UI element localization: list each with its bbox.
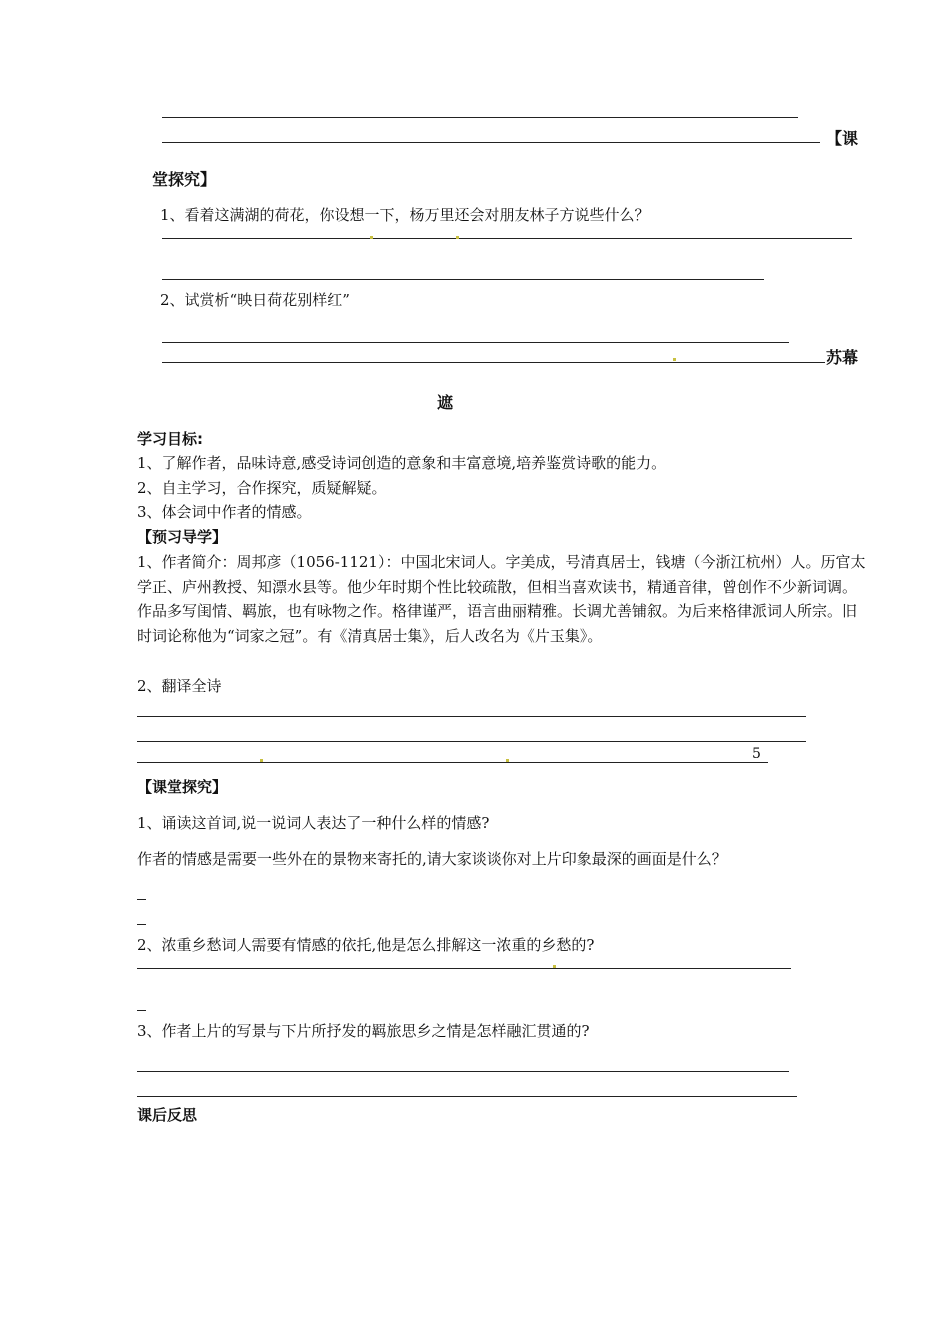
question-1: 1、看着这满湖的荷花，你设想一下，杨万里还会对朋友林子方说些什么？: [160, 206, 650, 224]
speck: [506, 759, 509, 762]
speck: [370, 236, 373, 239]
author-intro: 1、作者简介：周邦彦（1056-1121）：中国北宋词人。字美成，号清真居士，钱塘（今浙江杭州）人。历官太学正、庐州教授、知漂水县等。他少年时期个性比较疏散，但相当喜欢读书，精通音律，曾创作不少新词调。作品多写闺情、羁旅，也有咏物之作。格律谨严，语言曲丽精雅。长调尤善铺叙。为后来格律派词人所宗。旧时词论称他为“词家之冠”。有《清真居士集》，后人改名为《片玉集》。: [137, 553, 866, 645]
answer-line: [162, 279, 764, 280]
goal-item: 2、自主学习，合作探究，质疑解疑。: [137, 479, 387, 497]
speck: [456, 236, 459, 239]
question-2: 2、试赏析“映日荷花别样红”: [160, 291, 350, 309]
speck: [553, 965, 556, 968]
answer-line: [162, 362, 825, 363]
answer-line: [137, 716, 806, 717]
answer-line: [137, 762, 768, 763]
answer-stub: [137, 899, 146, 900]
reflection-heading: 课后反思: [137, 1106, 198, 1124]
section-heading-part2: 堂探究】: [152, 170, 217, 189]
section-heading-part1: 【课: [826, 129, 859, 148]
answer-line: [162, 342, 789, 343]
poem-title-part2: 遮: [437, 393, 454, 412]
answer-line: [162, 238, 852, 239]
page-number: 5: [752, 746, 761, 762]
translate-prompt: 2、翻译全诗: [137, 677, 222, 695]
answer-line: [162, 142, 820, 143]
speck: [260, 759, 263, 762]
goal-item: 1、了解作者，品味诗意,感受诗词创造的意象和丰富意境,培养鉴赏诗歌的能力。: [137, 454, 667, 472]
preview-heading: 【预习导学】: [137, 528, 228, 546]
goals-heading: 学习目标:: [137, 430, 203, 448]
answer-line: [137, 1096, 797, 1097]
answer-stub: [137, 924, 146, 925]
answer-stub: [137, 1010, 146, 1011]
answer-line: [162, 117, 798, 118]
inquiry-question-2: 2、浓重乡愁词人需要有情感的依托,他是怎么排解这一浓重的乡愁的?: [137, 936, 595, 954]
inquiry-question-1b: 作者的情感是需要一些外在的景物来寄托的,请大家谈谈你对上片印象最深的画面是什么？: [137, 850, 727, 868]
inquiry-question-1: 1、诵读这首词,说一说词人表达了一种什么样的情感?: [137, 814, 490, 832]
inquiry-heading: 【课堂探究】: [137, 778, 228, 796]
speck: [673, 358, 676, 361]
goal-item: 3、体会词中作者的情感。: [137, 503, 312, 521]
answer-line: [137, 741, 806, 742]
inquiry-question-3: 3、作者上片的写景与下片所抒发的羁旅思乡之情是怎样融汇贯通的?: [137, 1022, 590, 1040]
poem-title-part1: 苏幕: [826, 348, 859, 367]
answer-line: [137, 1071, 789, 1072]
answer-line: [137, 968, 791, 969]
